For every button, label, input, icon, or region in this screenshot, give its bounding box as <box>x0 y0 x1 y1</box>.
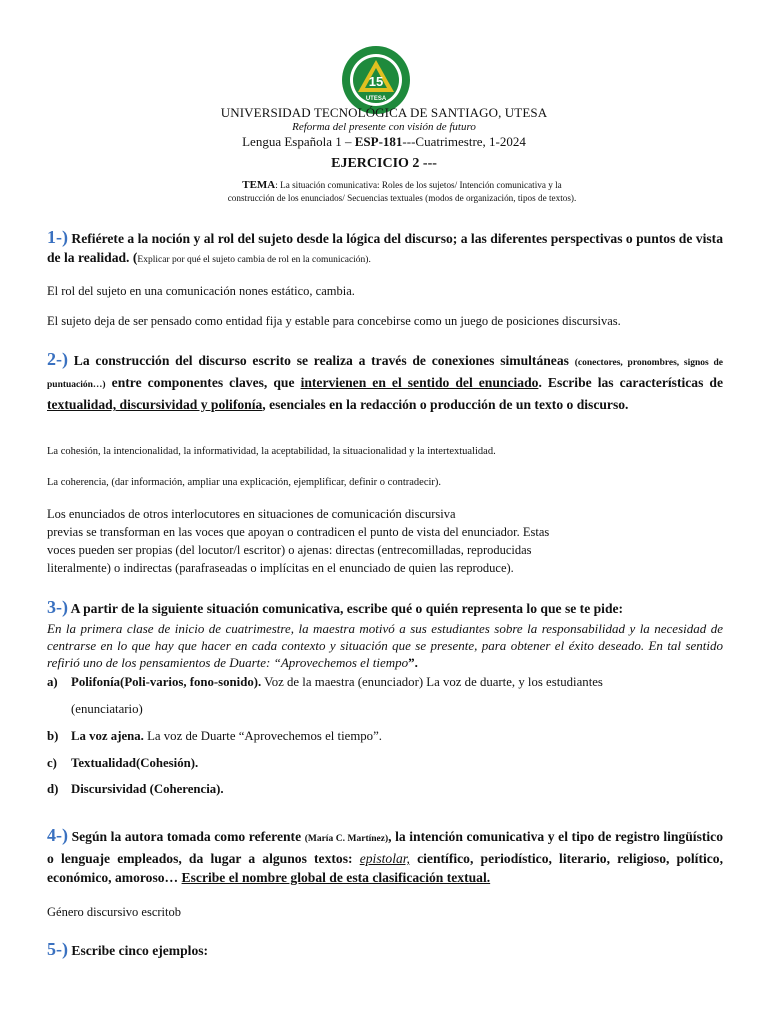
course-prefix: Lengua Española 1 – <box>242 134 352 149</box>
item-letter: b) <box>47 729 59 743</box>
underlined-text: intervienen en el sentido del enunciado <box>300 375 539 390</box>
answer-line: Los enunciados de otros interlocutores en situaciones de comunicación discursiva <box>47 507 456 521</box>
question-text: La construcción del discurso escrito se realiza a través de conexiones simultáneas <box>73 353 569 368</box>
question-text: A partir de la siguiente situación comunicativa, escribe qué o quién representa lo que se te pide: <box>70 601 624 616</box>
question-text: entre componentes claves, que <box>111 375 295 390</box>
tema-label: TEMA <box>242 179 276 191</box>
university-motto: Reforma del presente con visión de futuro <box>292 121 476 133</box>
question-text: . Escribe las características de <box>538 375 724 390</box>
question-3 <box>47 598 723 618</box>
answer-text: La cohesión, la intencionalidad, la informatividad, la aceptabilidad, la situacionalidad y la intertextualidad. <box>47 446 496 457</box>
answer-line: previas se transforman en las voces que apoyan o contradicen el punto de vista del enunciador. Estas <box>47 525 550 539</box>
underlined-text: textualidad, discursividad y polifonía <box>47 397 263 412</box>
answer-line: literalmente) o indirectas (parafraseadas o implícitas en el enunciado de quien las reproduce). <box>47 561 514 575</box>
question-note: (María C. Martínez) <box>304 834 389 844</box>
question-text: científico, periodístico, literario, religioso, político, económico, amoroso… <box>47 851 723 885</box>
question-text: Escribe cinco ejemplos: <box>71 943 209 958</box>
answer-text: El sujeto deja de ser pensado como entidad fija y estable para concebirse como un juego de posiciones discursivas. <box>47 314 621 328</box>
course-suffix: ---Cuatrimestre, 1-2024 <box>402 134 526 149</box>
list-item <box>47 673 727 691</box>
scenario-end: ”. <box>408 655 418 670</box>
course-line <box>0 134 768 150</box>
item-label: Discursividad (Coherencia). <box>71 782 224 796</box>
question-number: 5-) <box>47 939 68 959</box>
question-2 <box>47 350 723 414</box>
exercise-title: EJERCICIO 2 --- <box>331 156 437 171</box>
course-code: ESP-181 <box>354 134 403 149</box>
question-text: Según la autora tomada como referente <box>71 829 302 844</box>
item-letter: c) <box>47 756 57 770</box>
underlined-text: Escribe el nombre global de esta clasificación textual. <box>181 870 491 885</box>
tema-text: : La situación comunicativa: Roles de los sujetos/ Intención comunicativa y la construcción de los enunciados/ Secuencias textuales (modos de organización, tipos de textos). <box>227 180 577 203</box>
question-text: Refiérete a la noción y al rol del sujeto desde la lógica del discurso; a las diferentes perspectivas o puntos de vista de la realidad. ( <box>47 231 723 265</box>
item-label: Polifonía(Poli-varios, fono-sonido). <box>71 675 262 689</box>
question-number: 3-) <box>47 597 68 617</box>
svg-text:15: 15 <box>368 74 384 89</box>
tema-block <box>222 179 582 205</box>
list-item <box>47 754 727 772</box>
question-text: , la intención comunicativa y el tipo de registro lingüístico o lenguaje empleados, da lugar a algunos textos: <box>47 829 723 866</box>
question-4 <box>47 826 723 887</box>
underlined-text: epistolar, <box>359 851 410 866</box>
question-5 <box>47 940 723 960</box>
question-number: 2-) <box>47 349 68 369</box>
item-answer: La voz de Duarte “Aprovechemos el tiempo”. <box>147 729 382 743</box>
question-number: 4-) <box>47 825 68 845</box>
item-letter: d) <box>47 782 59 796</box>
item-label: Textualidad(Cohesión). <box>71 756 199 770</box>
answer-text: Género discursivo escritob <box>47 905 181 919</box>
university-name: UNIVERSIDAD TECNOLÓGICA DE SANTIAGO, UTESA <box>220 105 548 120</box>
list-item <box>47 727 727 745</box>
question-text: , esenciales en la redacción o producción de un texto o discurso. <box>262 397 629 412</box>
answer-line: voces pueden ser propias (del locutor/l escritor) o ajenas: directas (entrecomilladas, reproducidas <box>47 543 532 557</box>
question-note: (conectores, pronombres, signos de puntuación…) <box>47 358 723 390</box>
item-answer-continued: (enunciatario) <box>71 702 143 716</box>
answer-paragraph <box>47 505 723 577</box>
scenario-body: En la primera clase de inicio de cuatrimestre, la maestra motivó a sus estudiantes sobre la responsabilidad y la necesidad de centrarse en lo que hay que hacer en cada contexto y situación que se presente, para obtener el éxito deseado. En tal sentido refirió uno de los pensamientos de Duarte: “Aprovechemos el tiempo <box>47 621 723 670</box>
item-answer: Voz de la maestra (enunciador) La voz de duarte, y los estudiantes <box>264 675 603 689</box>
answer-text: La coherencia, (dar información, ampliar una explicación, ejemplificar, definir o contradecir). <box>47 477 442 488</box>
question-number: 1-) <box>47 227 68 247</box>
list-item <box>47 780 727 798</box>
item-label: La voz ajena. <box>71 729 144 743</box>
item-letter: a) <box>47 675 58 689</box>
question-note: Explicar por qué el sujeto cambia de rol en la comunicación). <box>137 255 371 265</box>
answer-text: El rol del sujeto en una comunicación nones estático, cambia. <box>47 284 355 298</box>
question-1 <box>47 228 723 270</box>
scenario-text <box>47 620 723 671</box>
logo-text: UTESA <box>365 96 387 102</box>
